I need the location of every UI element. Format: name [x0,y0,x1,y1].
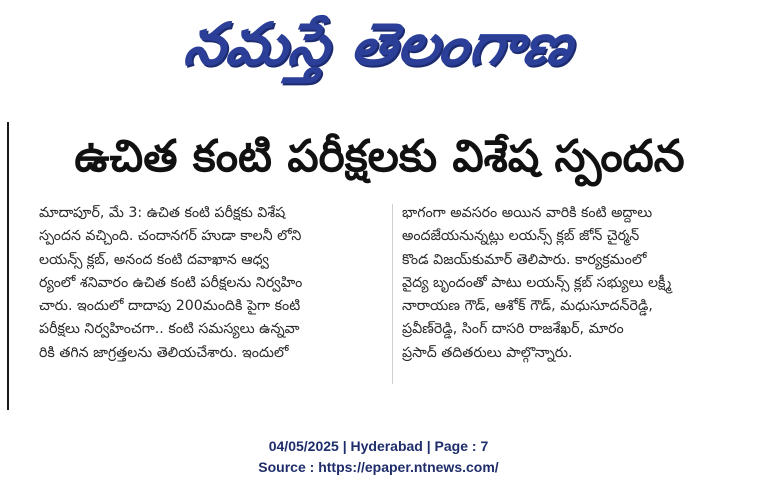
article-line: భాగంగా అవసరం అయిన వారికి కంటి అద్దాలు [402,205,653,221]
column-divider [392,204,393,384]
article-line: కొండ విజయ్‌కుమార్ తెలిపారు. కార్యక్రమంలో [402,251,647,268]
article-line: చారు. ఇందులో దాదాపు 200మందికి పైగా కంటి [39,298,301,315]
article-column-left [39,202,379,365]
article-line: రికి తగిన జాగ్రత్తలను తెలియచేశారు. ఇందులో [39,344,289,361]
source-link[interactable]: Source : https://epaper.ntnews.com/ [258,459,499,475]
article-column-right [402,202,747,365]
article-line: పరీక్షలు నిర్వహించగా.. కంటి సమస్యలు ఉన్నవా [39,321,300,338]
article-clipping [7,122,753,410]
article-line: ప్రవీణ్‌రెడ్డి, సింగ్ దాసరి రాజశేఖర్, మారం [402,321,624,338]
masthead [0,0,757,88]
article-line: ర్యంలో శనివారం ఉచిత కంటి పరీక్షలను నిర్వహిం [39,274,303,291]
article-line: అందజేయనున్నట్లు లయన్స్ క్లబ్ జోన్ చైర్మన్ [402,228,640,245]
article-line: నారాయణ గౌడ్, ఆశోక్ గౌడ్, మధుసూదన్‌రెడ్డి, [402,298,653,315]
article-line: వైద్య బృందంతో పాటు లయన్స్ క్లబ్ సభ్యులు లక్ష్మీ [402,274,672,291]
article-line: లయన్స్ క్లబ్, అనంద కంటి దవాఖాన ఆధ్వ [39,251,269,268]
article-line: మాదాపూర్, మే 3: ఉచిత కంటి పరీక్షకు విశేష [39,205,286,221]
article-line: ప్రసాద్ తదితరులు పాల్గొన్నారు. [402,344,573,361]
newspaper-logo: నమస్తే తెలంగాణ [179,10,578,78]
article-line: స్పందన వచ్చింది. చందానగర్ హుడా కాలనీ లోని [39,228,302,245]
edition-info: 04/05/2025 | Hyderabad | Page : 7 [268,438,489,454]
article-headline: ఉచిత కంటి పరీక్షలకు విశేష స్పందన [74,131,685,182]
footer [0,436,757,478]
